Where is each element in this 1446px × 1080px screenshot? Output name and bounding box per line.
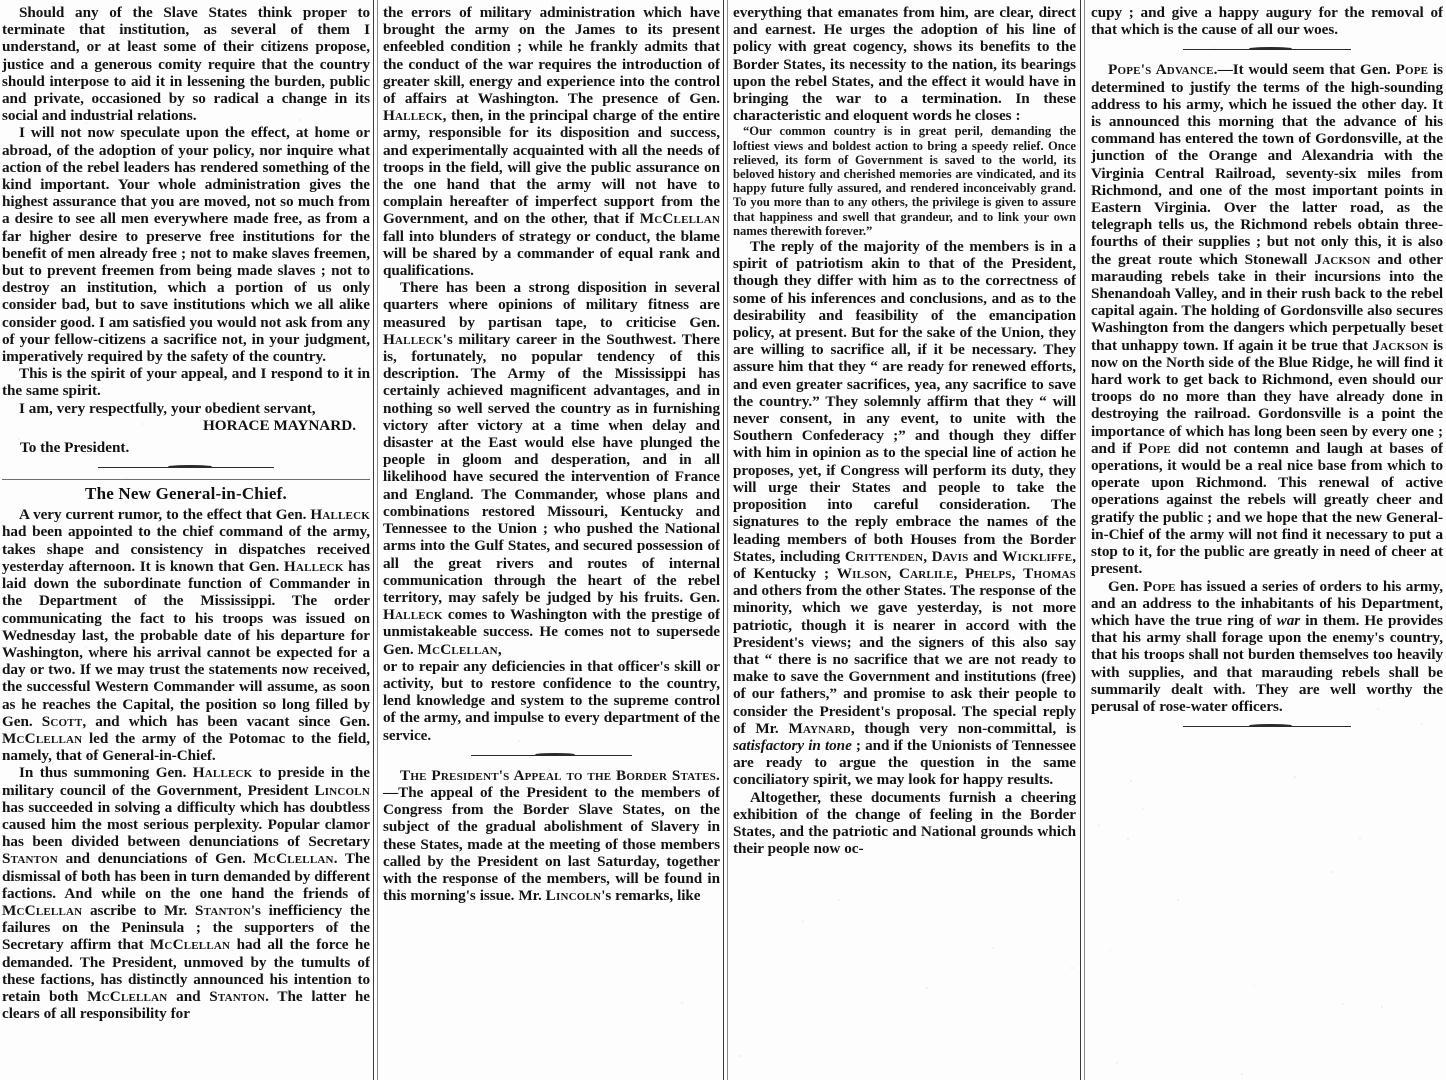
small-caps-name: Wilson xyxy=(836,564,888,582)
column-1 xyxy=(2,0,370,1080)
column-rule-1b xyxy=(377,0,378,1080)
decorative-separator xyxy=(2,461,370,475)
small-caps-name: Halleck xyxy=(283,557,344,575)
letter-addressee: To the President. xyxy=(20,439,130,457)
column-4 xyxy=(1091,0,1443,1080)
small-caps-name: Halleck xyxy=(383,107,443,125)
letter-signature: HORACE MAYNARD. xyxy=(202,416,356,434)
small-caps-name: Crittenden xyxy=(844,547,924,565)
letter-paragraph: This is the spirit of your appeal, and I respond to it in the same spirit. xyxy=(2,365,370,400)
small-caps-name: Davis xyxy=(931,547,969,565)
article-paragraph: the errors of military administration which have brought the army on the James to its present enfeebled condition ; while he frankly admits that the conduct of the war requires the introduction of greater skill, energy and experience into the control of affairs at Washington. The presence of Gen. Halleck, then, in the principal charge of the entire army, responsible for its disposition and success, and experimentally acquainted with all the needs of troops in the field, will give the public assurance on the one hand that the army will not have to complain hereafter of imperfect support from the Government, and on the other, that if McClellan fall into blunders of strategy or conduct, the blame will be shared by a commander of equal rank and qualifications. xyxy=(383,4,720,280)
small-caps-name: Halleck xyxy=(383,606,443,624)
column-rule-1 xyxy=(373,0,374,1080)
small-caps-name: Halleck xyxy=(383,330,443,348)
small-caps-name: Scott xyxy=(41,712,83,730)
small-caps-name: Lincoln xyxy=(545,887,602,905)
column-rule-2 xyxy=(723,0,724,1080)
letter-paragraph: Should any of the Slave States think proper to terminate that institution, as several of them I understand, or at least some of their citizens propose, justice and a generous comity require that the country should interpose to aid it in lessening the burden, public and private, occasioned by so radical a change in its social and industrial relations. xyxy=(2,4,370,125)
small-caps-name: Halleck xyxy=(310,506,370,524)
small-caps-name: Lincoln xyxy=(314,781,370,799)
blockquote-presidents-words: “Our common country is in great peril, demanding the loftiest views and boldest action to bring a speedy relief. Once relieved, its form of Government is saved to the world, its beloved history and cherished memories are vindicated, and its happy future fully assured, and rendered inconceivably grand. To you more than to any others, the privilege is given to assure that happiness and swell that grandeur, and to link your own names therewith forever.” xyxy=(733,124,1076,238)
column-rule-3 xyxy=(1080,0,1081,1080)
small-caps-name: Carlile xyxy=(898,564,954,582)
decorative-separator xyxy=(383,749,720,763)
small-caps-name: Maynard xyxy=(788,719,851,737)
italic-text: satisfactory in tone xyxy=(733,736,852,754)
small-caps-name: McClellan xyxy=(87,987,168,1005)
news-item-popes-advance: Pope's Advance.—It would seem that Gen. Pope is determined to justify the terms of the high-sounding address to his army, which he issued the other day. It is announced this morning that the advance of his command has entered the town of Gordonsville, at the junction of the Orange and Alexandria with the Virginia Central Railroad, seventy-six miles from Richmond, and one of the most important points in Eastern Virginia. Over the latter road, as the telegraph tells us, the Richmond rebels obtain three-fourths of their supplies ; but not only this, it is also the great route which Stonewall Jackson and other marauding rebels take in their incursions into the Shenandoah Valley, and in their rush back to the rebel capital again. The holding of Gordonsville also secures Washington from the dangers which perpetually beset that unhappy town. If again it be true that Jackson is now on the North side of the Blue Ridge, he will find it hard work to get back to Richmond, even should our troops do no more than they have already done in destroying the railroad. Gordonsville is a point the importance of which has long been seen by every one ; and if Pope did not contemn and laugh at bases of operations, it would be a real nice base from which to operate upon Richmond. This renewal of active operations against the rebels will greatly cheer and gratify the public ; and we hope that the new General-in-Chief of the army will not find it necessary to put a stop to it, for the public are greatly in need of cheer at present. xyxy=(1091,61,1443,578)
small-caps-name: McClellan xyxy=(417,640,498,658)
italic-text: war xyxy=(1276,611,1301,629)
small-caps-name: The President's Appeal to the Border States. xyxy=(400,766,720,784)
article-paragraph: Altogether, these documents furnish a cheering exhibition of the change of feeling in the Border States, and the patriotic and National grounds which their people now oc- xyxy=(733,788,1076,858)
small-caps-name: Halleck xyxy=(192,764,253,782)
letter-paragraph: I will not now speculate upon the effect, at home or abroad, of the adoption of your policy, nor inquire what action of the rebel leaders has rendered something of the kind important. Your whole administration gives the highest assurance that you are moved, not so much from a desire to see all men everywhere made free, as from a far higher desire to preserve free institutions for the benefit of men already free ; not to make slaves freemen, but to prevent freemen from being made slaves ; not to destroy an institution, which a portion of us only consider bad, but to save institutions which we all alike consider good. I am satisfied you would not ask from any of your fellow-citizens a sacrifice not, in your judgment, imperatively required by the safety of the country. xyxy=(2,124,370,366)
article-paragraph: In thus summoning Gen. Halleck to preside in the military council of the Government, President Lincoln has succeeded in solving a difficulty which has doubtless caused him the most serious perplexity. Popular clamor has been divided between denunciations of Secretary Stanton and denunciations of Gen. McClellan. The dismissal of both has been in turn demanded by different factions. And while on the one hand the friends of McClellan ascribe to Mr. Stanton's inefficiency the failures on the Peninsula ; the supporters of the Secretary affirm that McClellan had all the force he demanded. The President, unmoved by the tumults of these factions, has distinctly announced his intention to retain both McClellan and Stanton. The latter he clears of all responsibility for xyxy=(2,764,370,1023)
article-paragraph: or to repair any deficiencies in that officer's skill or activity, but to restore confidence to the country, lend knowledge and system to the supreme control of the army, and impulse to every department of the service. xyxy=(383,657,720,744)
column-rule-2b xyxy=(727,0,728,1080)
news-item-presidents-appeal: The President's Appeal to the Border States.—The appeal of the President to the members of Congress from the Border Slave States, on the subject of the gradual abolishment of Slavery in these States, made at the meeting of those members called by the President on last Saturday, together with the response of the members, will be found in this morning's issue. Mr. Lincoln's remarks, like xyxy=(383,766,720,905)
article-paragraph: everything that emanates from him, are clear, direct and earnest. He urges the adoption of his line of policy with great cogency, shows its benefits to the Border States, its necessity to the nation, its bearings upon the rebel States, and the effect it would have in bringing the war to a termination. In these characteristic and eloquent words he closes : xyxy=(733,4,1076,125)
section-hairline xyxy=(2,479,370,480)
small-caps-name: Stanton xyxy=(194,901,251,919)
article-paragraph: cupy ; and give a happy augury for the removal of that which is the cause of all our woes. xyxy=(1091,4,1443,39)
column-rule-3b xyxy=(1084,0,1085,1080)
small-caps-name: McClellan xyxy=(253,850,334,868)
small-caps-name: Pope xyxy=(1138,439,1171,457)
small-caps-name: Jackson xyxy=(1372,336,1429,354)
end-separator xyxy=(1091,720,1443,734)
small-caps-name: McClellan xyxy=(639,210,720,228)
small-caps-name: Pope xyxy=(1395,61,1429,79)
decorative-separator xyxy=(1091,43,1443,57)
small-caps-name: Pope's Advance. xyxy=(1108,61,1218,79)
letter-closing: I am, very respectfully, your obedient servant, xyxy=(19,399,316,417)
small-caps-name: McClellan xyxy=(149,936,231,954)
article-paragraph: There has been a strong disposition in several quarters where opinions of military fitness are measured by partisan tape, to criticise Gen. Halleck's military career in the Southwest. There is, fortunately, no popular tendency of this description. The Army of the Mississippi has certainly achieved magnificent advantages, and in nothing so well served the country as in furnishing victory after victory at a time when delay and disaster at the East would else have plunged the people in gloom and desperation, and in all likelihood have secured the intervention of France and England. The Commander, whose plans and combinations restored Missouri, Kentucky and Tennessee to the Union ; who pushed the National arms into the Gulf States, and secured possession of all the great rivers and routes of internal communication through the heart of the rebel territory, may safely be judged by his fruits. Gen. Halleck comes to Washington with the prestige of unmistakeable success. He comes not to supersede Gen. McClellan, xyxy=(383,279,720,658)
article-paragraph: The reply of the majority of the members is in a spirit of patriotism akin to that of the President, though they differ with him as to the correctness of some of his inferences and conclusions, and as to the desirability and feasibility of the emancipation policy, at present. But for the sake of the Union, they are willing to sacrifice all, if it be necessary. They assure him that they “ are ready for renewed efforts, and even greater sacrifices, yea, any sacrifice to save the country.” They solemnly affirm that they “ will never consent, in any event, to unite with the Southern Confederacy ;” and though they differ with him in opinion as to the special line of action he proposes, yet, if Congress will perform its duty, they will urge their States and people to take the proposition into careful consideration. The signatures to the reply embrace the names of the leading members of both Houses from the Border States, including Crittenden, Davis and Wickliffe, of Kentucky ; Wilson, Carlile, Phelps, Thomas and others from the other States. The response of the minority, which we gave yesterday, is not more patriotic, though it is nearer in accord with the President's views; and the signers of this also say that “ there is no sacrifice that we are not ready to make to save the Government and institutions (free) of our fathers,” and promise to ask their people to consider the President's proposal. The special reply of Mr. Maynard, though very non-committal, is satisfactory in tone ; and if the Unionists of Tennessee are ready to argue the question in the same conciliatory spirit, we may look for happy results. xyxy=(733,238,1076,789)
small-caps-name: Stanton xyxy=(209,987,266,1005)
small-caps-name: Wickliffe xyxy=(1002,547,1073,565)
small-caps-name: McClellan xyxy=(2,729,83,747)
small-caps-name: Phelps xyxy=(965,564,1012,582)
small-caps-name: Pope xyxy=(1143,577,1176,595)
small-caps-name: McClellan xyxy=(2,901,83,919)
column-3 xyxy=(733,0,1076,1080)
small-caps-name: Thomas xyxy=(1023,564,1076,582)
column-2 xyxy=(383,0,720,1080)
small-caps-name: Jackson xyxy=(1314,250,1371,268)
article-paragraph: Gen. Pope has issued a series of orders to his army, and an address to the inhabitants of his Department, which have the true ring of war in them. He provides that his army shall forage upon the enemy's country, that his troops shall not burden themselves too heavily with supplies, and that marauding rebels shall be summarily dealt with. They are well worthy the perusal of rose-water officers. xyxy=(1091,577,1443,715)
small-caps-name: Stanton xyxy=(2,850,58,868)
article-paragraph: A very current rumor, to the effect that Gen. Halleck had been appointed to the chief command of the army, takes shape and consistency in dispatches received yesterday afternoon. It is known that Gen. Halleck has laid down the subordinate function of Commander in the Department of the Mississippi. The order communicating the fact to his troops was issued on Wednesday last, the probable date of his departure for Washington, where his arrival cannot be expected for a day or two. If we may trust the statements now received, the successful Western Commander will assume, as soon as he reaches the Capital, the position so long filled by Gen. Scott, and which has been vacant since Gen. McClellan led the army of the Potomac to the field, namely, that of General-in-Chief. xyxy=(2,506,370,765)
page-title: The New General-in-Chief. xyxy=(85,484,287,504)
